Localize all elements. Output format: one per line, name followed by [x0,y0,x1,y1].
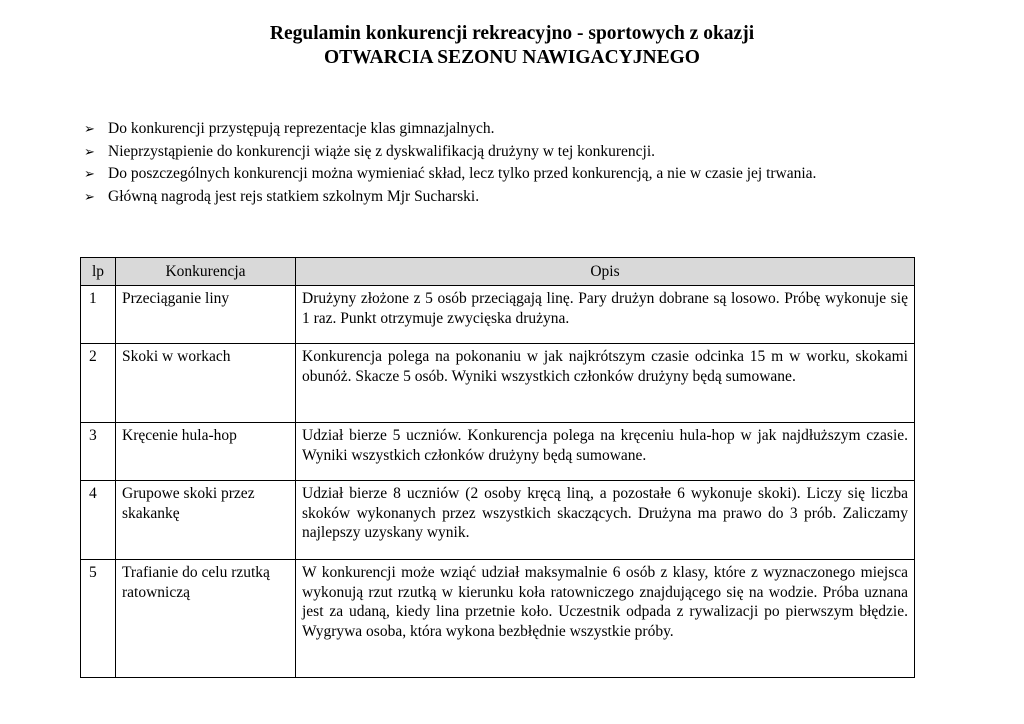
cell-desc: Udział bierze 8 uczniów (2 osoby kręcą liną, a pozostałe 6 wykonuje skoki). Liczy się liczba skoków wykonanych przez wszystkich skaczących. Drużyna ma prawo do 3 prób. Zaliczamy najlepszy uzyskany wynik. [296,481,915,560]
cell-name: Trafianie do celu rzutką ratowniczą [116,560,296,678]
header-lp: lp [81,258,116,286]
rules-list [84,118,816,208]
rule-item: ➢ Główną nagrodą jest rejs statkiem szkolnym Mjr Sucharski. [84,186,816,209]
rule-item: ➢ Nieprzystąpienie do konkurencji wiąże się z dyskwalifikacją drużyny w tej konkurencji. [84,141,816,164]
cell-name: Skoki w workach [116,344,296,423]
cell-name: Przeciąganie liny [116,286,296,344]
page-title [0,22,1024,70]
cell-desc: Konkurencja polega na pokonaniu w jak najkrótszym czasie odcinka 15 m w worku, skokami obunóż. Skacze 5 osób. Wyniki wszystkich członków drużyny będą sumowane. [296,344,915,423]
title-line-1: Regulamin konkurencji rekreacyjno - sportowych z okazji [269,23,755,44]
table-row [81,481,915,560]
cell-name: Kręcenie hula-hop [116,423,296,481]
table-header-row [81,258,915,286]
cell-desc: Drużyny złożone z 5 osób przeciągają linę. Pary drużyn dobrane są losowo. Próbę wykonuje się 1 raz. Punkt otrzymuje zwycięska drużyna. [296,286,915,344]
cell-lp: 2 [81,344,116,423]
header-opis: Opis [296,258,915,286]
title-line-2: OTWARCIA SEZONU NAWIGACYJNEGO [324,47,700,68]
arrow-bullet-icon: ➢ [84,189,95,205]
table-row [81,344,915,423]
competitions-table [80,257,915,678]
table-row [81,286,915,344]
cell-lp: 3 [81,423,116,481]
cell-lp: 5 [81,560,116,678]
rule-item: ➢ Do konkurencji przystępują reprezentacje klas gimnazjalnych. [84,118,816,141]
cell-lp: 4 [81,481,116,560]
cell-name: Grupowe skoki przez skakankę [116,481,296,560]
cell-desc: W konkurencji może wziąć udział maksymalnie 6 osób z klasy, które z wyznaczonego miejsca wykonują rzut rzutką w kierunku koła ratowniczego znajdującego się na wodzie. Próba uznana jest za udaną, kiedy lina przetnie koło. Uczestnik odpada z rywalizacji po pierwszym błędzie. Wygrywa osoba, która wykona bezbłędnie wszystkie próby. [296,560,915,678]
arrow-bullet-icon: ➢ [84,122,95,137]
arrow-bullet-icon: ➢ [84,144,95,160]
table-row [81,560,915,678]
arrow-bullet-icon: ➢ [84,167,95,182]
header-konkurencja: Konkurencja [116,258,296,286]
cell-lp: 1 [81,286,116,344]
rule-item: ➢ Do poszczególnych konkurencji można wymieniać skład, lecz tylko przed konkurencją, a nie w czasie jej trwania. [84,163,816,186]
cell-desc: Udział bierze 5 uczniów. Konkurencja polega na kręceniu hula-hop w jak najdłuższym czasie. Wyniki wszystkich członków drużyny będą sumowane. [296,423,915,481]
table-row [81,423,915,481]
